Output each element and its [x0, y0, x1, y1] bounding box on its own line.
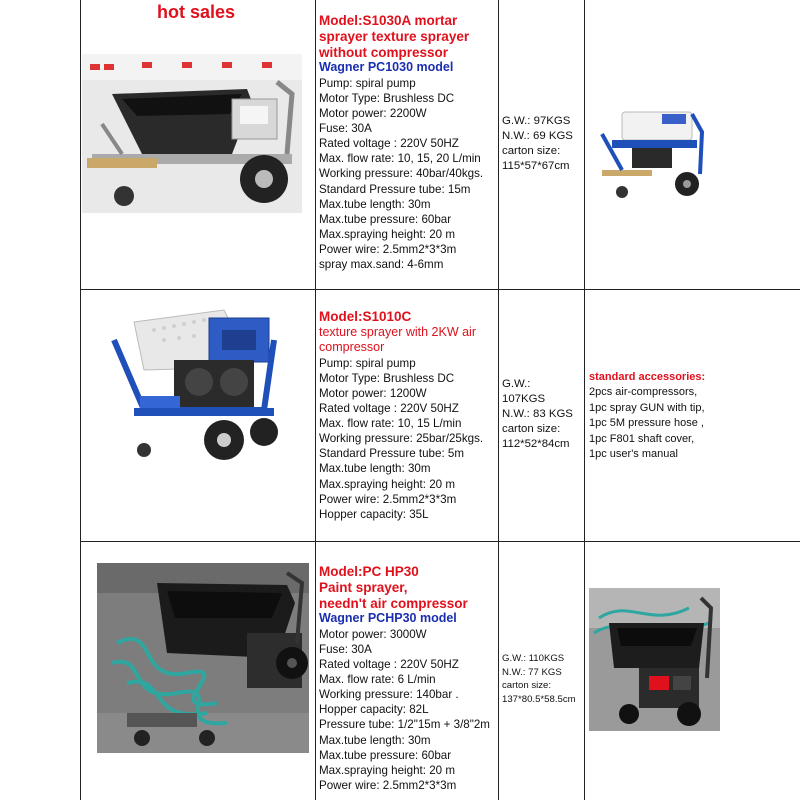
spec-line: Max.tube length: 30m — [319, 733, 431, 747]
row-divider-1 — [80, 289, 800, 290]
s1030a-photo — [82, 54, 302, 213]
col-divider-1 — [80, 0, 81, 800]
spec-line: Max.tube pressure: 60bar — [319, 748, 452, 762]
col-divider-4 — [584, 0, 585, 800]
spec-line: Max. flow rate: 10, 15 L/min — [319, 417, 462, 431]
s1030a-title-1: Model:S1030A mortar — [319, 13, 458, 28]
accessory-item: 1pc spray GUN with tip, — [589, 401, 705, 414]
accessories-heading: standard accessories: — [589, 371, 706, 383]
spec-line: Max.spraying height: 20 m — [319, 477, 455, 491]
spec-line: Fuse: 30A — [319, 122, 372, 136]
spec-line: Working pressure: 140bar . — [319, 688, 459, 702]
s1030a-wagner-model: Wagner PC1030 model — [319, 60, 454, 75]
spec-line: Rated voltage : 220V 50HZ — [319, 402, 459, 416]
accessory-item: 1pc 5M pressure hose , — [589, 417, 704, 430]
gross-weight: G.W.: 97KGS — [502, 115, 571, 127]
spec-line: Hopper capacity: 82L — [319, 703, 429, 717]
spec-line: Rated voltage : 220V 50HZ — [319, 658, 459, 672]
spec-line: Pump: spiral pump — [319, 356, 416, 370]
spec-line: Max. flow rate: 6 L/min — [319, 673, 436, 687]
spec-line: spray max.sand: 4-6mm — [319, 258, 444, 272]
spec-line: Max.tube length: 30m — [319, 197, 431, 211]
s1010c-title: Model:S1010C — [319, 309, 412, 324]
accessory-item: 2pcs air-compressors, — [589, 386, 698, 399]
spec-line: Standard Pressure tube: 15m — [319, 182, 471, 196]
s1030a-specs — [319, 13, 483, 272]
carton-size-label: carton size: — [502, 680, 552, 691]
spec-line: Max.tube length: 30m — [319, 462, 431, 476]
spec-line: Working pressure: 25bar/25kgs. — [319, 432, 484, 446]
pchp30-side-photo — [589, 588, 720, 731]
pchp30-title-3: needn't air compressor — [319, 595, 468, 611]
spec-line: Power wire: 2.5mm2*3*3m — [319, 778, 457, 792]
col-divider-2 — [315, 0, 316, 800]
spec-line: Motor power: 3000W — [319, 627, 427, 641]
spec-line: Power wire: 2.5mm2*3*3m — [319, 492, 457, 506]
accessory-item: 1pc F801 shaft cover, — [589, 432, 695, 445]
s1030a-title-2: sprayer texture sprayer — [319, 28, 470, 44]
spec-line: Working pressure: 40bar/40kgs. — [319, 167, 484, 181]
s1010c-subtitle-1: texture sprayer with 2KW air — [319, 324, 476, 339]
pchp30-wagner-model: Wagner PCHP30 model — [319, 611, 457, 626]
pchp30-photo — [97, 563, 309, 753]
spec-line: Motor Type: Brushless DC — [319, 371, 455, 385]
pchp30-weights — [502, 652, 576, 706]
spec-line: Power wire: 2.5mm2*3*3m — [319, 242, 457, 256]
spec-line: Pump: spiral pump — [319, 76, 416, 90]
carton-size-value: 137*80.5*58.5cm — [502, 693, 576, 705]
s1030a-side-photo — [592, 104, 712, 204]
s1010c-specs — [319, 309, 483, 522]
hot-sales-label: hot sales — [157, 2, 236, 22]
spec-line: Motor power: 1200W — [319, 386, 427, 400]
carton-size-label: carton size: — [502, 145, 561, 157]
carton-size-value: 115*57*67cm — [502, 160, 570, 172]
pchp30-title-2: Paint sprayer, — [319, 579, 408, 595]
net-weight: N.W.: 69 KGS — [502, 130, 573, 142]
s1010c-subtitle-2: compressor — [319, 340, 385, 355]
spec-line: Max.spraying height: 20 m — [319, 763, 455, 777]
pchp30-title-1: Model:PC HP30 — [319, 564, 419, 579]
gross-weight-value: 107KGS — [502, 393, 546, 405]
spec-line: Motor Type: Brushless DC — [319, 91, 455, 105]
carton-size-value: 112*52*84cm — [502, 438, 570, 450]
spec-line: Hopper capacity: 35L — [319, 507, 429, 521]
s1010c-photo — [104, 300, 282, 463]
carton-size-label: carton size: — [502, 423, 561, 435]
col-divider-3 — [498, 0, 499, 800]
spec-line: Motor power: 2200W — [319, 107, 427, 121]
accessory-item: 1pc user's manual — [589, 448, 678, 461]
pchp30-specs — [319, 564, 490, 793]
spec-line: Max.tube pressure: 60bar — [319, 212, 452, 226]
row-divider-2 — [80, 541, 800, 542]
spec-line: Rated voltage : 220V 50HZ — [319, 137, 459, 151]
s1010c-accessories — [589, 370, 799, 462]
s1030a-weights — [502, 114, 573, 174]
spec-line: Fuse: 30A — [319, 642, 372, 656]
spec-line: Pressure tube: 1/2"15m + 3/8"2m — [319, 718, 490, 732]
gross-weight-label: G.W.: — [502, 378, 531, 390]
spec-line: Standard Pressure tube: 5m — [319, 447, 465, 461]
net-weight: N.W.: 77 KGS — [502, 666, 562, 678]
gross-weight: G.W.: 110KGS — [502, 653, 565, 664]
net-weight: N.W.: 83 KGS — [502, 408, 573, 420]
spec-line: Max. flow rate: 10, 15, 20 L/min — [319, 152, 481, 166]
spec-line: Max.spraying height: 20 m — [319, 227, 455, 241]
s1010c-weights — [502, 377, 573, 452]
s1030a-title-3: without compressor — [319, 44, 449, 60]
